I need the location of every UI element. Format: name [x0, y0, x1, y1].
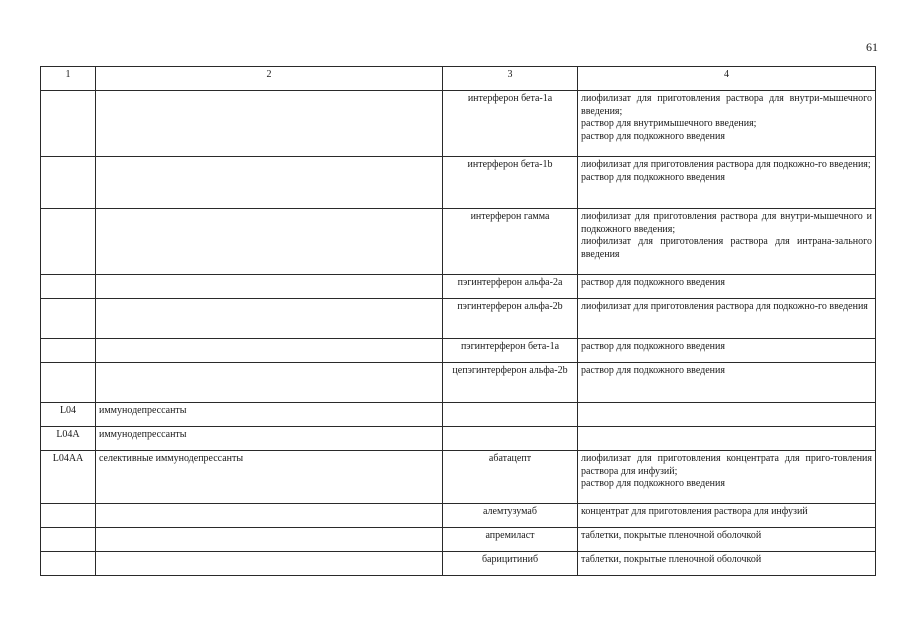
atc-code-cell	[41, 339, 96, 363]
dosage-form-line: лиофилизат для приготовления раствора для внутри-мышечного введения;	[581, 93, 872, 117]
group-name-cell: селективные иммунодепрессанты	[96, 451, 443, 504]
drug-name-cell: интерферон бета-1b	[443, 157, 578, 209]
group-name-cell	[96, 363, 443, 403]
table-row	[41, 299, 876, 339]
table-row	[41, 403, 876, 427]
dosage-form-cell	[578, 209, 876, 275]
page-number: 61	[866, 40, 878, 54]
table-row	[41, 504, 876, 528]
drug-name-cell: барицитиниб	[443, 552, 578, 576]
table-row	[41, 209, 876, 275]
group-name-cell	[96, 504, 443, 528]
atc-code-cell	[41, 504, 96, 528]
dosage-form-cell	[578, 427, 876, 451]
dosage-form-cell	[578, 552, 876, 576]
drug-name-cell: пэгинтерферон альфа-2a	[443, 275, 578, 299]
dosage-form-cell	[578, 157, 876, 209]
table-row	[41, 91, 876, 157]
dosage-form-cell	[578, 275, 876, 299]
group-name-cell	[96, 299, 443, 339]
group-name-cell	[96, 339, 443, 363]
atc-code-cell	[41, 275, 96, 299]
table-row	[41, 451, 876, 504]
atc-code-cell: L04AA	[41, 451, 96, 504]
header-col-3: 3	[443, 67, 578, 91]
atc-code-cell	[41, 209, 96, 275]
header-row	[41, 67, 876, 91]
dosage-form-line: лиофилизат для приготовления раствора для внутри-мышечного и подкожного введения;	[581, 211, 872, 235]
drug-name-cell: интерферон гамма	[443, 209, 578, 275]
drug-table	[40, 66, 876, 576]
dosage-form-line: лиофилизат для приготовления раствора для подкожно-го введения;	[581, 159, 871, 170]
drug-name-cell	[443, 427, 578, 451]
dosage-form-line: раствор для подкожного введения	[581, 130, 725, 142]
table-row	[41, 157, 876, 209]
atc-code-cell	[41, 157, 96, 209]
dosage-form-cell	[578, 91, 876, 157]
dosage-form-cell	[578, 528, 876, 552]
table-row	[41, 275, 876, 299]
group-name-cell	[96, 209, 443, 275]
dosage-form-cell	[578, 363, 876, 403]
drug-name-cell: цепэгинтерферон альфа-2b	[443, 363, 578, 403]
group-name-cell	[96, 528, 443, 552]
dosage-form-cell	[578, 299, 876, 339]
table-row	[41, 427, 876, 451]
group-name-cell	[96, 91, 443, 157]
atc-code-cell	[41, 91, 96, 157]
drug-name-cell: пэгинтерферон бета-1a	[443, 339, 578, 363]
dosage-form-line: раствор для подкожного введения	[581, 341, 725, 352]
table-body	[41, 91, 876, 576]
dosage-form-line: лиофилизат для приготовления раствора для интрана-зального введения	[581, 236, 872, 260]
dosage-form-line: лиофилизат для приготовления раствора для подкожно-го введения	[581, 301, 868, 312]
table-row	[41, 339, 876, 363]
atc-code-cell	[41, 528, 96, 552]
table-row	[41, 528, 876, 552]
dosage-form-line: раствор для подкожного введения	[581, 171, 725, 183]
dosage-form-cell	[578, 339, 876, 363]
drug-name-cell: интерферон бета-1a	[443, 91, 578, 157]
atc-code-cell: L04	[41, 403, 96, 427]
drug-name-cell	[443, 403, 578, 427]
dosage-form-cell	[578, 403, 876, 427]
dosage-form-line: раствор для подкожного введения	[581, 478, 725, 489]
drug-name-cell: абатацепт	[443, 451, 578, 504]
dosage-form-line: раствор для внутримышечного введения;	[581, 118, 757, 129]
dosage-form-line: раствор для подкожного введения	[581, 277, 725, 288]
dosage-form-line: раствор для подкожного введения	[581, 365, 725, 376]
dosage-form-line: таблетки, покрытые пленочной оболочкой	[581, 554, 762, 565]
group-name-cell: иммунодепрессанты	[96, 403, 443, 427]
group-name-cell: иммунодепрессанты	[96, 427, 443, 451]
table-row	[41, 363, 876, 403]
header-col-4: 4	[578, 67, 876, 91]
atc-code-cell	[41, 299, 96, 339]
drug-name-cell: пэгинтерферон альфа-2b	[443, 299, 578, 339]
dosage-form-line: лиофилизат для приготовления концентрата для приго-товления раствора для инфузий;	[581, 453, 872, 477]
header-col-2: 2	[96, 67, 443, 91]
atc-code-cell: L04A	[41, 427, 96, 451]
group-name-cell	[96, 157, 443, 209]
dosage-form-line: концентрат для приготовления раствора для инфузий	[581, 506, 808, 517]
header-col-1: 1	[41, 67, 96, 91]
drug-name-cell: апремиласт	[443, 528, 578, 552]
drug-name-cell: алемтузумаб	[443, 504, 578, 528]
group-name-cell	[96, 275, 443, 299]
dosage-form-cell	[578, 451, 876, 504]
table-row	[41, 552, 876, 576]
atc-code-cell	[41, 552, 96, 576]
dosage-form-line: таблетки, покрытые пленочной оболочкой	[581, 530, 762, 541]
dosage-form-cell	[578, 504, 876, 528]
group-name-cell	[96, 552, 443, 576]
atc-code-cell	[41, 363, 96, 403]
